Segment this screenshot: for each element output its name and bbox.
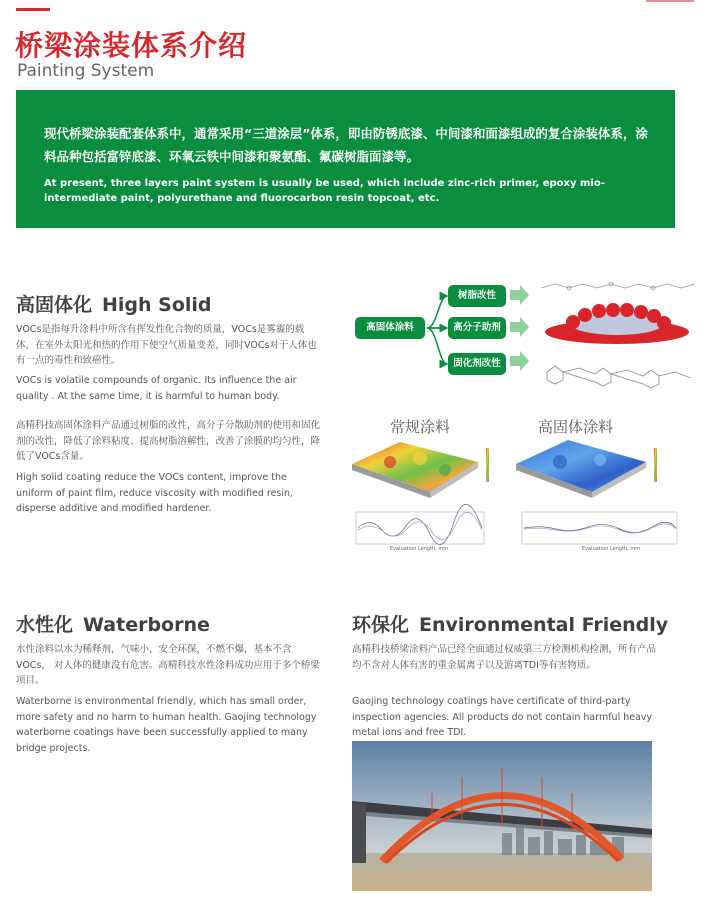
arrow-1 bbox=[510, 285, 529, 305]
surface-comparison bbox=[350, 412, 685, 552]
high-solid-p1-en: VOCs is volatile compounds of organic. Its influence the air quality . At the same time, it is harmful to human body. bbox=[16, 375, 297, 402]
intro-text-cn: 现代桥梁涂装配套体系中，通常采用“三道涂层”体系，即由防锈底漆、中间漆和面漆组成的复合涂装体系，涂料品种包括富锌底漆、环氧云铁中间漆和聚氨酯、氟碳树脂面漆等。 bbox=[44, 126, 648, 164]
flow-branch-polymer: 高分子助剂 bbox=[448, 317, 506, 339]
environmental-title-en: Environmental Friendly bbox=[419, 614, 669, 636]
waterborne-p-en: Waterborne is environmental friendly, which has small order, more safety and no harm to human health. Gaojing technology waterborne coatings have been successfully applied to many bridge projects. bbox=[16, 696, 317, 754]
environmental-p-cn: 高精科技桥梁涂料产品已经全面通过权威第三方检测机构检测，所有产品均不含对人体有害的重金属离子以及游离TDI等有害物质。 bbox=[352, 644, 657, 671]
conventional-label: 常规涂料 bbox=[390, 418, 451, 436]
corner-mark bbox=[646, 0, 694, 2]
hardener-structure-icon bbox=[547, 366, 691, 388]
high-solid-p1-cn: VOCs是指每升涂料中所含有挥发性化合物的质量，VOCs是雾霾的载体，在室外太阳光和热的作用下使空气质量变差，同时VOCs对于人体也有一点的毒性和致癌性。 bbox=[16, 324, 317, 366]
molecule-chain-icon bbox=[541, 282, 695, 290]
profile-x-axis-left: Evaluation Length, mm bbox=[390, 546, 449, 552]
intro-box bbox=[16, 90, 675, 228]
flow-diagram bbox=[355, 282, 700, 392]
environmental-title bbox=[352, 610, 668, 637]
high-solid-title bbox=[16, 290, 212, 317]
arrow-2 bbox=[510, 317, 529, 337]
conventional-surface-map bbox=[352, 442, 489, 498]
bridge-photo bbox=[352, 741, 652, 891]
high-solid-profile-chart bbox=[522, 512, 677, 544]
conventional-profile-chart bbox=[356, 504, 484, 544]
high-solid-title-cn: 高固体化 bbox=[16, 294, 93, 316]
flow-branch-resin: 树脂改性 bbox=[448, 285, 506, 307]
waterborne-title-en: Waterborne bbox=[83, 614, 210, 636]
high-solid-label: 高固体涂料 bbox=[538, 418, 614, 436]
surface-maps bbox=[350, 412, 685, 552]
high-solid-surface-map bbox=[516, 440, 657, 498]
flow-branch-hardener: 固化剂改性 bbox=[448, 353, 506, 375]
high-solid-title-en: High Solid bbox=[102, 294, 212, 316]
profile-x-axis-right: Evaluation Length, mm bbox=[582, 546, 641, 552]
waterborne-title bbox=[16, 610, 210, 637]
high-solid-p2-en: High solid coating reduce the VOCs content, improve the uniform of paint film, reduce viscosity with modified resin, disperse additive and modified hardener. bbox=[16, 472, 294, 514]
top-accent-bar bbox=[16, 8, 50, 11]
page-title: 桥梁涂装体系介绍 bbox=[15, 29, 248, 62]
flow-root-node: 高固体涂料 bbox=[355, 317, 425, 339]
arrow-3 bbox=[510, 351, 529, 371]
environmental-title-cn: 环保化 bbox=[352, 614, 410, 636]
high-solid-p2-cn: 高精科技高固体涂料产品通过树脂的改性，高分子分散助剂的使用和固化剂的改性，降低了涂料粘度、提高树脂溶解性，改善了涂膜的均匀性，降低了VOCs含量。 bbox=[16, 420, 321, 462]
polymer-dispersant-icon bbox=[545, 303, 689, 344]
intro-text-en: At present, three layers paint system is usually be used, which include zinc-rich primer, epoxy mio-intermediate paint, polyurethane and fluorocarbon resin topcoat, etc. bbox=[44, 178, 605, 204]
waterborne-p-cn: 水性涂料以水为稀释剂，气味小，安全环保，不燃不爆，基本不含VOCs， 对人体的健康没有危害。高精科技水性涂料成功应用于多个桥梁项目。 bbox=[16, 644, 320, 686]
environmental-p-en: Gaojing technology coatings have certificate of third-party inspection agencies. All products do not contain harmful heavy metal ions and free TDI. bbox=[352, 696, 653, 738]
waterborne-title-cn: 水性化 bbox=[16, 614, 74, 636]
page-subtitle: Painting System bbox=[17, 61, 155, 81]
bridge-photo-art bbox=[352, 741, 652, 891]
